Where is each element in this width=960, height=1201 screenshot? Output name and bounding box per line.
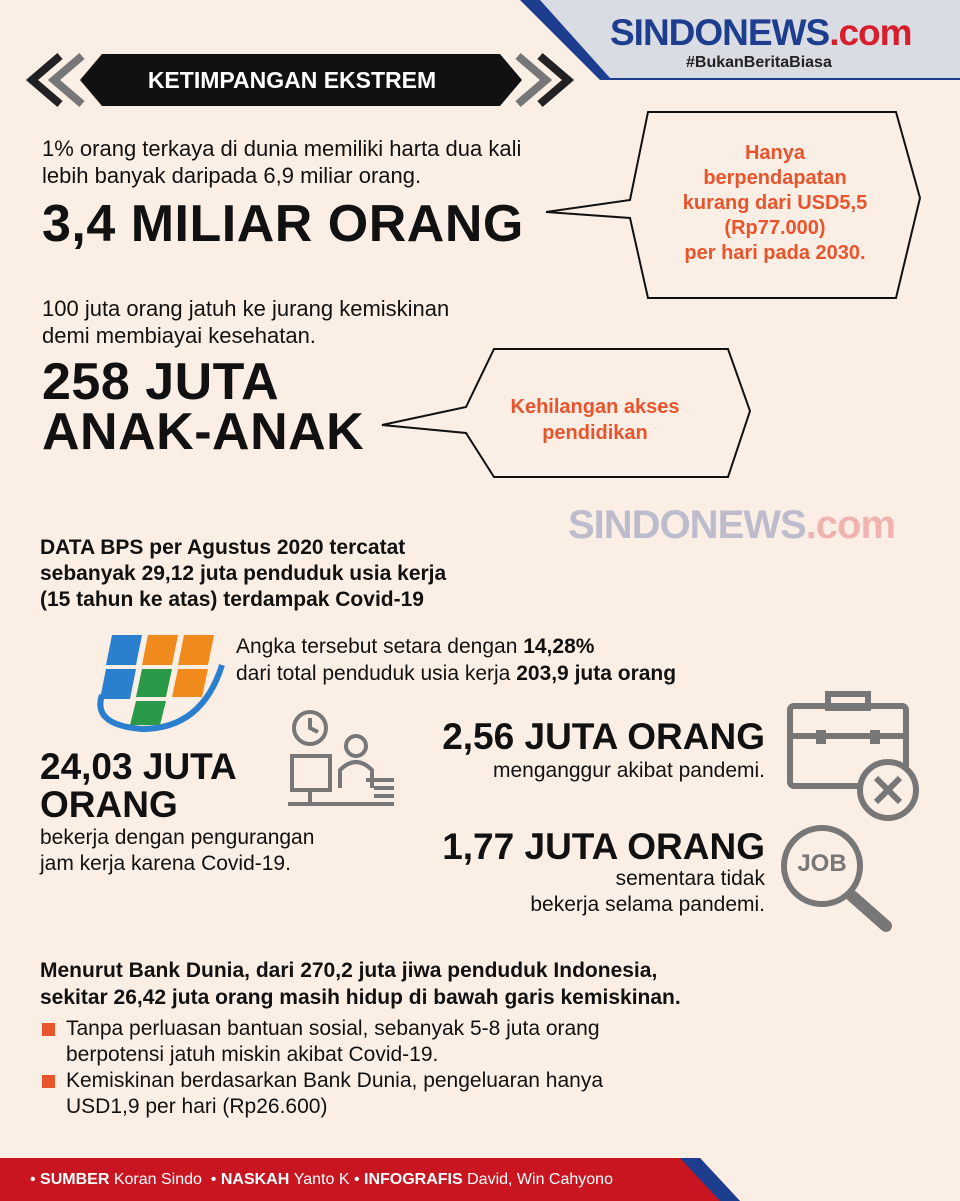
stat-unemployed-value: 2,56 JUTA ORANG <box>442 716 765 757</box>
bps-heading-line: (15 tahun ke atas) terdampak Covid-19 <box>40 588 424 611</box>
footer-bullet: • <box>201 1170 221 1188</box>
stat-desc-line: bekerja dengan pengurangan <box>40 826 315 849</box>
bps-total: 203,9 juta orang <box>516 662 677 685</box>
bullet-marker <box>42 1023 55 1036</box>
footer-infografis-label: INFOGRAFIS <box>364 1170 463 1188</box>
bps-summary-line1 <box>236 633 676 660</box>
callout-line: berpendapatan <box>703 167 847 189</box>
headline-line: 258 JUTA <box>42 353 280 411</box>
footer-naskah-label: NASKAH <box>220 1170 290 1188</box>
bps-heading <box>40 535 446 613</box>
bps-logo-icon <box>82 625 230 735</box>
watermark-com: .com <box>805 503 896 547</box>
stat-reduced-value <box>40 748 237 824</box>
watermark-sindo: SINDONEWS <box>568 503 806 547</box>
stat-desc-line: jam kerja karena Covid-19. <box>40 852 291 875</box>
section1-intro-line: lebih banyak daripada 6,9 miliar orang. <box>42 163 422 188</box>
worker-clock-icon <box>284 708 400 814</box>
footer-bullet: • <box>349 1170 364 1188</box>
briefcase-x-icon <box>784 690 928 824</box>
bps-heading-line: DATA BPS per Agustus 2020 tercatat <box>40 536 406 559</box>
bps-text: dari total penduduk usia kerja <box>236 662 517 685</box>
section2-callout <box>470 394 720 446</box>
stat-reduced-desc <box>40 825 314 877</box>
callout-line: (Rp77.000) <box>724 217 826 239</box>
job-icon-text: JOB <box>797 850 847 877</box>
section1-intro-line: 1% orang terkaya di dunia memiliki harta dua kali <box>42 136 522 161</box>
worldbank-bullet-1 <box>66 1016 600 1068</box>
section1-headline: 3,4 MILIAR ORANG <box>42 195 524 253</box>
logo-com: .com <box>829 12 912 53</box>
footer-sumber: Koran Sindo <box>113 1170 202 1188</box>
bullet-marker <box>42 1075 55 1088</box>
section2-intro-line: demi membiayai kesehatan. <box>42 323 316 348</box>
bps-summary <box>236 633 676 687</box>
bullet-line: USD1,9 per hari (Rp26.600) <box>66 1095 328 1118</box>
headline-line: ANAK-ANAK <box>42 403 365 461</box>
worldbank-heading-line: Menurut Bank Dunia, dari 270,2 juta jiwa penduduk Indonesia, <box>40 959 658 982</box>
section1-intro <box>42 135 521 189</box>
page-title: KETIMPANGAN EKSTREM <box>147 66 437 93</box>
stat-notworking-value: 1,77 JUTA ORANG <box>442 826 765 867</box>
worldbank-bullet-2 <box>66 1068 603 1120</box>
watermark-logo <box>568 503 895 548</box>
footer-credits <box>30 1158 613 1201</box>
footer-bullet: • <box>30 1170 41 1188</box>
footer-infografis: David, Win Cahyono <box>467 1170 613 1188</box>
footer-naskah: Yanto K <box>293 1170 350 1188</box>
stat-notworking-desc <box>420 866 765 918</box>
callout-line: Kehilangan akses <box>510 396 680 418</box>
bps-heading-line: sebanyak 29,12 juta penduduk usia kerja <box>40 562 447 585</box>
callout-line: pendidikan <box>542 422 648 444</box>
section2-intro-line: 100 juta orang jatuh ke jurang kemiskinan <box>42 296 450 321</box>
worldbank-heading <box>40 957 681 1011</box>
callout-line: per hari pada 2030. <box>684 242 866 264</box>
section2-intro <box>42 295 449 349</box>
bps-text: Angka tersebut setara dengan <box>236 635 524 658</box>
callout-line: Hanya <box>744 142 806 164</box>
bullet-line: Kemiskinan berdasarkan Bank Dunia, pengeluaran hanya <box>66 1069 604 1092</box>
sindonews-logo[interactable] <box>610 12 912 54</box>
logo-sindo: SINDONEWS <box>610 12 830 53</box>
stat-desc-line: bekerja selama pandemi. <box>530 893 765 916</box>
tagline: #BukanBeritaBiasa <box>686 54 832 71</box>
bps-summary-line2 <box>236 660 676 687</box>
stat-value-line: 24,03 JUTA <box>40 746 237 787</box>
job-search-icon <box>778 822 898 936</box>
stat-value-line: ORANG <box>40 784 178 825</box>
bps-percentage: 14,28% <box>523 635 595 658</box>
section1-callout <box>640 141 910 266</box>
bullet-line: berpotensi jatuh miskin akibat Covid-19. <box>66 1043 439 1066</box>
footer-sumber-label: SUMBER <box>40 1170 110 1188</box>
worldbank-heading-line: sekitar 26,42 juta orang masih hidup di bawah garis kemiskinan. <box>40 986 681 1009</box>
callout-line: kurang dari USD5,5 <box>682 192 868 214</box>
stat-desc-line: sementara tidak <box>615 867 765 890</box>
stat-unemployed-desc: menganggur akibat pandemi. <box>492 759 765 782</box>
bullet-line: Tanpa perluasan bantuan sosial, sebanyak 5-8 juta orang <box>66 1017 600 1040</box>
section2-headline <box>42 353 365 461</box>
